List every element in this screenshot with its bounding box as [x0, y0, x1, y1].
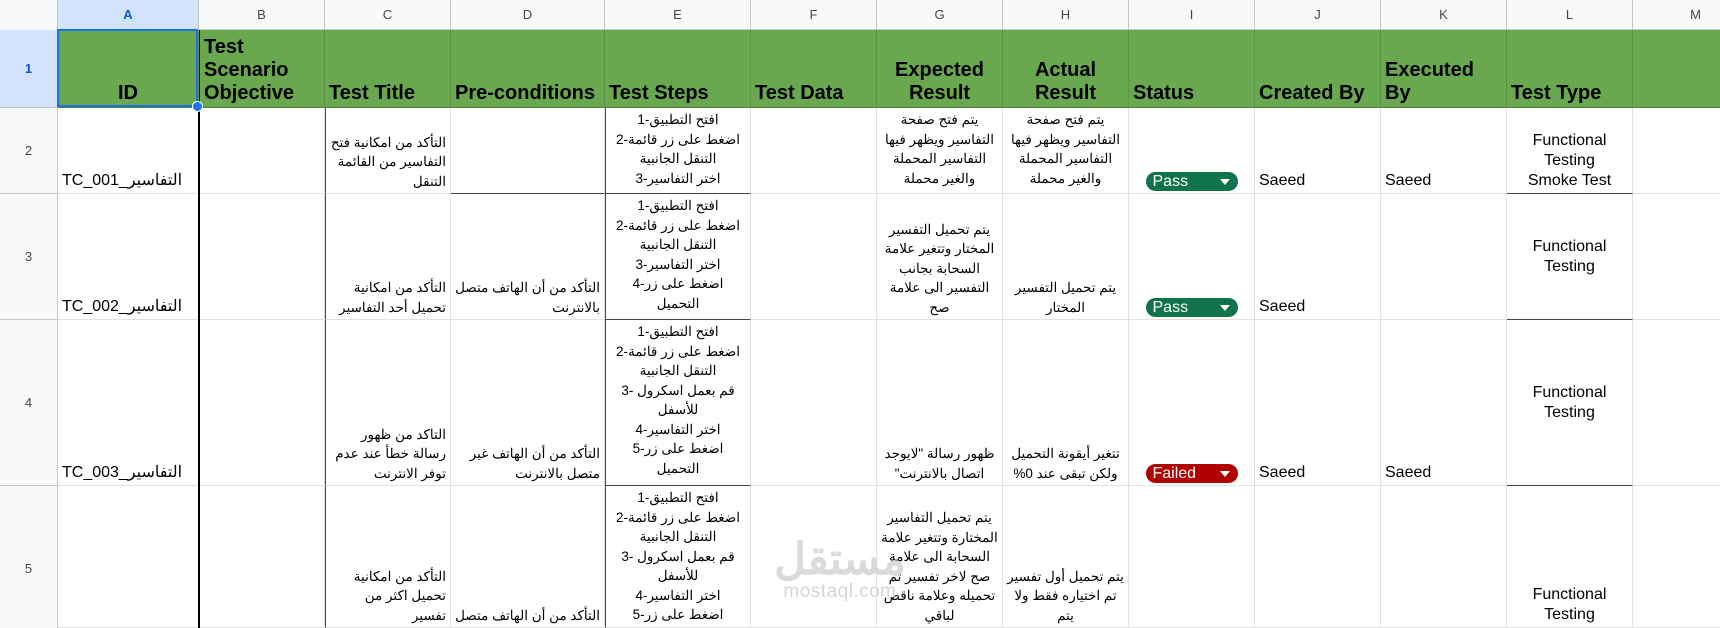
cell-created-by[interactable] — [1255, 486, 1381, 628]
cell-title[interactable]: التأكد من امكانية تحميل أحد التفاسير — [325, 194, 451, 320]
header-cell-data[interactable]: Test Data — [751, 30, 877, 108]
cell-status[interactable] — [1129, 486, 1255, 628]
column-header-g[interactable]: G — [877, 0, 1003, 30]
column-header-h[interactable]: H — [1003, 0, 1129, 30]
cell-executed-by[interactable] — [1381, 486, 1507, 628]
cell-actual[interactable]: تتغير أيقونة التحميل ولكن تبقى عند 0% — [1003, 320, 1129, 486]
header-cell-steps[interactable]: Test Steps — [605, 30, 751, 108]
column-header-j[interactable]: J — [1255, 0, 1381, 30]
cell-actual[interactable]: يتم تحميل التفسير المختار — [1003, 194, 1129, 320]
cell-test-type[interactable]: Functional Testing Smoke Test — [1507, 108, 1633, 194]
cell-empty[interactable] — [1633, 320, 1720, 486]
cell-title[interactable]: التاكد من ظهور رسالة خطأ عند عدم توفر الانترنت — [325, 320, 451, 486]
column-header-d[interactable]: D — [451, 0, 605, 30]
cell-test-type[interactable]: Functional Testing — [1507, 320, 1633, 486]
chevron-down-icon — [1220, 471, 1230, 477]
column-header-k[interactable]: K — [1381, 0, 1507, 30]
watermark-logo-latin: mostaql.com — [783, 581, 897, 602]
column-header-l[interactable]: L — [1507, 0, 1633, 30]
cell-actual[interactable]: يتم تحميل أول تفسير تم اختياره فقط ولا يتم — [1003, 486, 1129, 628]
cell-objective[interactable] — [199, 486, 325, 628]
cell-empty[interactable] — [1633, 108, 1720, 194]
cell-steps[interactable]: 1-افتح التطبيق 2-اضغط على زر قائمة التنقل الجانبية 3-اختر التفاسير — [605, 108, 751, 194]
cell-id[interactable]: TC_002_التفاسير — [58, 194, 199, 320]
cell-expected[interactable]: ظهور رسالة "لايوجد اتصال بالانترنت" — [877, 320, 1003, 486]
cell-data[interactable] — [751, 108, 877, 194]
status-dropdown-chip[interactable] — [1146, 464, 1238, 483]
cell-preconditions[interactable] — [451, 108, 605, 194]
column-b-border — [198, 107, 200, 628]
cell-id[interactable] — [58, 486, 199, 628]
row-header-1[interactable]: 1 — [0, 30, 58, 108]
cell-steps[interactable]: 1-افتح التطبيق 2-اضغط على زر قائمة التنقل الجانبية 3- قم بعمل اسكرول للأسفل 4-اختر التفاسير 5-اضغط على زر التحميل — [605, 320, 751, 486]
fill-handle[interactable] — [192, 101, 203, 112]
cell-created-by[interactable]: Saeed — [1255, 108, 1381, 194]
cell-status[interactable] — [1129, 108, 1255, 194]
column-header-m[interactable]: M — [1633, 0, 1720, 30]
header-cell-test-type[interactable]: Test Type — [1507, 30, 1633, 108]
cell-actual[interactable]: يتم فتح صفحة التفاسير ويظهر فيها التفاسير المحملة والغير محملة — [1003, 108, 1129, 194]
cell-objective[interactable] — [199, 194, 325, 320]
cell-data[interactable] — [751, 486, 877, 628]
column-header-b[interactable]: B — [199, 0, 325, 30]
header-cell-expected[interactable]: Expected Result — [877, 30, 1003, 108]
cell-id[interactable]: TC_001_التفاسير — [58, 108, 199, 194]
cell-executed-by[interactable]: Saeed — [1381, 108, 1507, 194]
cell-executed-by[interactable]: Saeed — [1381, 320, 1507, 486]
select-all-corner[interactable] — [0, 0, 58, 30]
cell-expected[interactable]: يتم فتح صفحة التفاسير ويظهر فيها التفاسير المحملة والغير محملة — [877, 108, 1003, 194]
header-cell-id[interactable]: ID — [58, 30, 199, 108]
status-label: Pass — [1152, 298, 1189, 316]
cell-status[interactable] — [1129, 194, 1255, 320]
cell-id[interactable]: TC_003_التفاسير — [58, 320, 199, 486]
cell-expected[interactable]: يتم تحميل التفسير المختار وتتغير علامة السحابة بجانب التفسير الى علامة صح — [877, 194, 1003, 320]
cell-title[interactable]: التأكد من امكانية تحميل اكثر من تفسير — [325, 486, 451, 628]
cell-test-type[interactable]: Functional Testing — [1507, 194, 1633, 320]
cell-data[interactable] — [751, 194, 877, 320]
cell-steps[interactable]: 1-افتح التطبيق 2-اضغط على زر قائمة التنقل الجانبية 3-اختر التفاسير 4-اضغط على زر التحميل — [605, 194, 751, 320]
cell-preconditions[interactable]: التأكد من أن الهاتف غير متصل بالانترنت — [451, 320, 605, 486]
header-cell-created-by[interactable]: Created By — [1255, 30, 1381, 108]
row-header-5[interactable]: 5 — [0, 486, 58, 628]
cell-preconditions[interactable]: التأكد من أن الهاتف متصل — [451, 486, 605, 628]
column-header-e[interactable]: E — [605, 0, 751, 30]
status-label: Pass — [1152, 172, 1189, 190]
header-cell-actual[interactable]: Actual Result — [1003, 30, 1129, 108]
cell-objective[interactable] — [199, 108, 325, 194]
cell-executed-by[interactable] — [1381, 194, 1507, 320]
header-cell-executed-by[interactable]: Executed By — [1381, 30, 1507, 108]
header-cell-title[interactable]: Test Title — [325, 30, 451, 108]
chevron-down-icon — [1220, 179, 1230, 185]
status-dropdown-chip[interactable] — [1146, 172, 1238, 191]
header-cell-m[interactable] — [1633, 30, 1720, 108]
cell-created-by[interactable]: Saeed — [1255, 194, 1381, 320]
watermark-logo-arabic: مستقل — [774, 535, 906, 584]
cell-empty[interactable] — [1633, 486, 1720, 628]
row-header-4[interactable]: 4 — [0, 320, 58, 486]
cell-objective[interactable] — [199, 320, 325, 486]
header-cell-status[interactable]: Status — [1129, 30, 1255, 108]
cell-expected[interactable]: يتم تحميل التفاسير المختارة وتتغير علامة السحابة الى علامة صح لاخر تفسير تم تحميله وعلامة ناقص لباقي — [877, 486, 1003, 628]
cell-empty[interactable] — [1633, 194, 1720, 320]
cell-status[interactable] — [1129, 320, 1255, 486]
header-cell-objective[interactable]: Test Scenario Objective — [199, 30, 325, 108]
column-header-f[interactable]: F — [751, 0, 877, 30]
cell-steps[interactable]: 1-افتح التطبيق 2-اضغط على زر قائمة التنقل الجانبية 3- قم بعمل اسكرول للأسفل 4-اختر التفاسير 5-اضغط على زر — [605, 486, 751, 628]
column-header-a[interactable]: A — [58, 0, 199, 30]
header-cell-preconditions[interactable]: Pre-conditions — [451, 30, 605, 108]
cell-preconditions[interactable]: التأكد من أن الهاتف متصل بالانترنت — [451, 194, 605, 320]
cell-data[interactable] — [751, 320, 877, 486]
cell-title[interactable]: التأكد من امكانية فتح التفاسير من القائمة التنقل — [325, 108, 451, 194]
chevron-down-icon — [1220, 305, 1230, 311]
row-header-3[interactable]: 3 — [0, 194, 58, 320]
column-header-i[interactable]: I — [1129, 0, 1255, 30]
row-header-2[interactable]: 2 — [0, 108, 58, 194]
cell-test-type[interactable]: Functional Testing — [1507, 486, 1633, 628]
cell-created-by[interactable]: Saeed — [1255, 320, 1381, 486]
status-dropdown-chip[interactable] — [1146, 298, 1238, 317]
column-header-c[interactable]: C — [325, 0, 451, 30]
status-label: Failed — [1152, 464, 1197, 482]
